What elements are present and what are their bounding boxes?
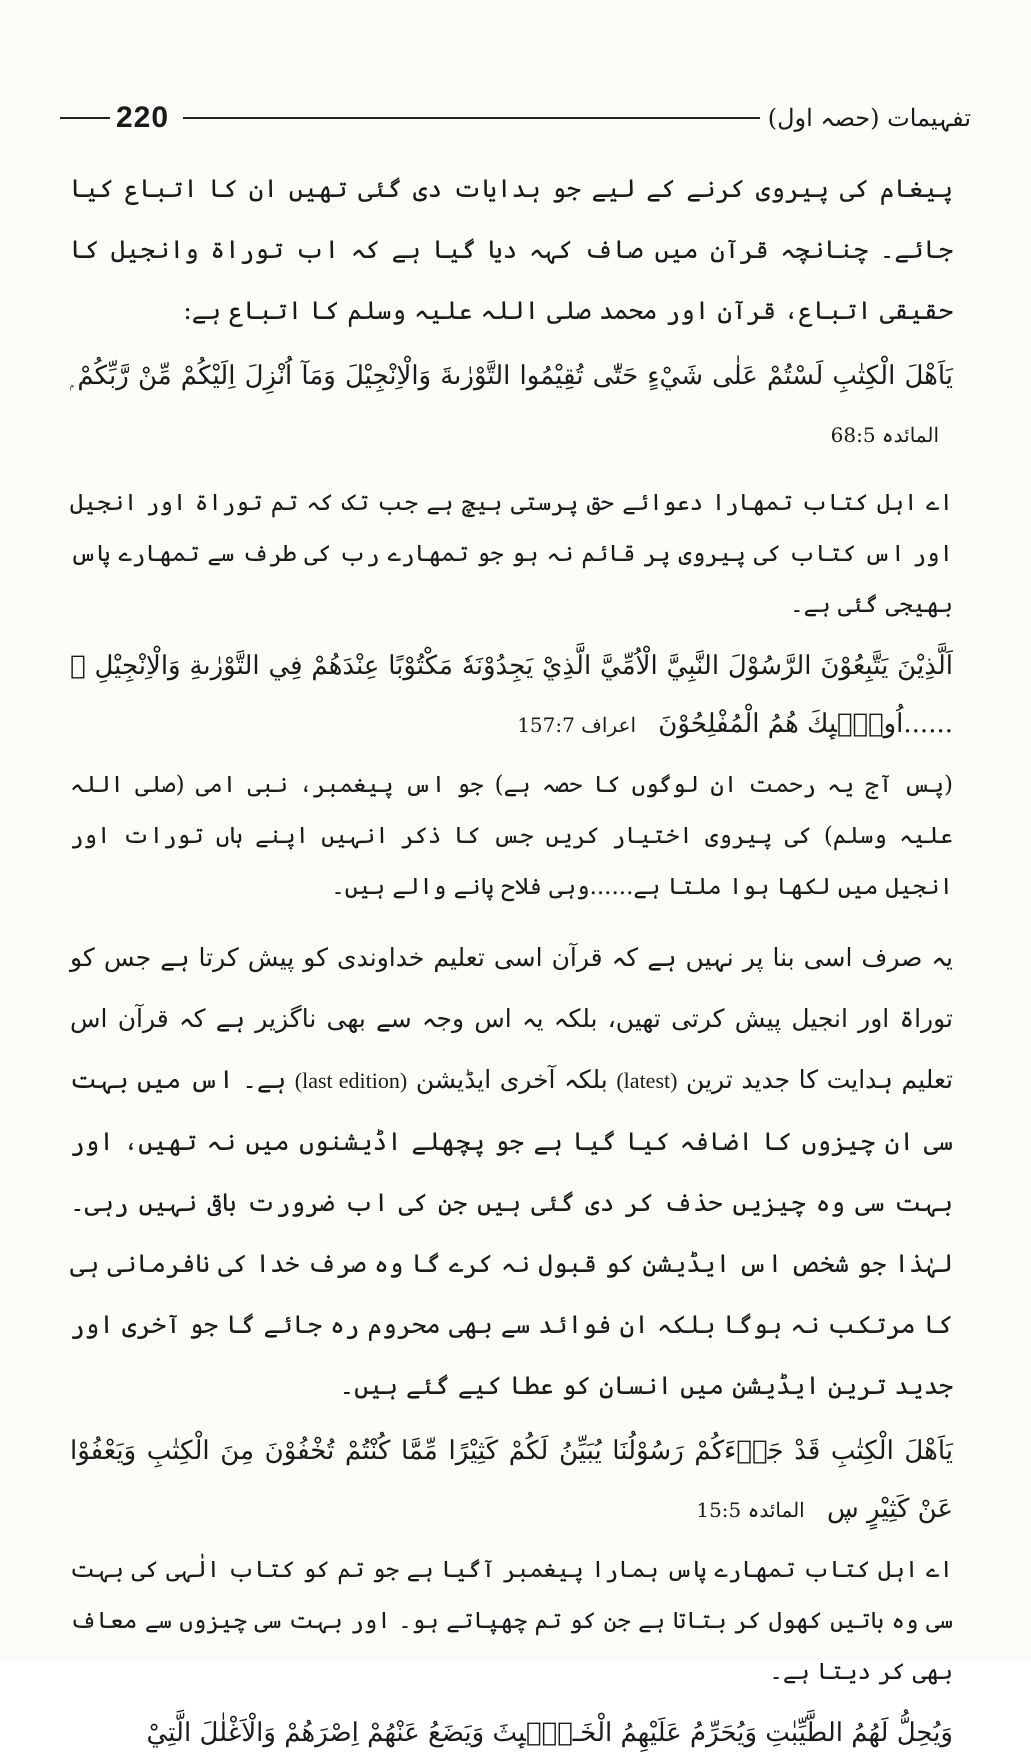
- paragraph-2-part-3: ہے۔ اس میں بہت سی ان چیزوں کا اضافہ کیا گیا ہے جو پچھلے اڈیشنوں میں نہ تھیں، اور بہت سی وہ چیزیں حذف کر دی گئی ہیں جن کی اب ضرورت باقی نہیں رہی۔ لہٰذا جو شخص اس ایڈیشن کو قبول نہ کرے گا وہ صرف خدا کی نافرمانی ہی کا مرتکب نہ ہوگا بلکہ ان فوائد سے بھی محروم رہ جائے گا جو آخری اور جدید ترین ایڈیشن میں انسان کو عطا کیے گئے ہیں۔: [70, 1065, 953, 1400]
- term-last-edition: (last edition): [294, 1068, 408, 1093]
- verse-1-text: يَاَهْلَ الْكِتٰبِ لَسْتُمْ عَلٰى شَيْءٍ حَتّٰى تُقِيْمُوا التَّوْرٰىةَ وَالْاِنْجِيْلَ وَمَآ اُنْزِلَ اِلَيْكُمْ مِّنْ رَّبِّكُمْ ۭ: [70, 361, 953, 391]
- verse-3-text: يَاَهْلَ الْكِتٰبِ قَدْ جَاۗءَكُمْ رَسُوْلُنَا يُبَيِّنُ لَكُمْ كَثِيْرًا مِّمَّا كُنْتُمْ تُخْفُوْنَ مِنَ الْكِتٰبِ وَيَعْفُوْا عَنْ كَثِيْرٍ ڛ: [70, 1436, 953, 1524]
- paragraph-2: [70, 927, 953, 1416]
- page-header: [60, 98, 971, 138]
- translation-1: اے اہل کتاب تمھارا دعوائے حق پرستی ہیچ ہے جب تک کہ تم توراۃ اور انجیل اور اس کتاب کی پیروی پر قائم نہ ہو جو تمھارے رب کی طرف سے تمھارے پاس بھیجی گئی ہے۔: [70, 490, 953, 618]
- translation-3: اے اہل کتاب تمھارے پاس ہمارا پیغمبر آگیا ہے جو تم کو کتاب الٰہی کی بہت سی وہ باتیں کھول کر بتاتا ہے جن کو تم چھپاتے ہو۔ اور بہت سی چیزوں سے معاف بھی کر دیتا ہے۔: [70, 1557, 953, 1685]
- verse-2-reference: اعراف 157:7: [517, 713, 636, 737]
- book-title: تفہیمات (حصہ اول): [767, 104, 971, 132]
- translation-2: (پس آج یہ رحمت ان لوگوں کا حصہ ہے) جو اس پیغمبر، نبی امی (صلی اللہ علیہ وسلم) کی پیروی اختیار کریں جس کا ذکر انہیں اپنے ہاں تورات اور انجیل میں لکھا ہوا ملتا ہے......وہی فلاح پانے والے ہیں۔: [70, 772, 953, 900]
- header-lead-rule: [60, 117, 110, 119]
- quran-verse-1: [70, 347, 953, 464]
- page-body: [70, 158, 953, 1762]
- verse-3-reference: المائدہ 15:5: [696, 1498, 805, 1522]
- quran-verse-3: [70, 1422, 953, 1539]
- verse-1-reference: المائدہ 68:5: [830, 423, 939, 447]
- quran-verse-4: [70, 1704, 953, 1762]
- page-number: 220: [116, 101, 170, 134]
- quran-verse-2: [70, 637, 953, 754]
- verse-4-text: وَيُحِلُّ لَهُمُ الطَّيِّبٰتِ وَيُحَرِّمُ عَلَيْهِمُ الْخَـبٰۗىِٕثَ وَيَضَعُ عَنْهُمْ اِصْرَهُمْ وَالْاَغْلٰلَ الَّتِيْ: [146, 1718, 953, 1748]
- header-rule: [183, 117, 760, 119]
- paragraph-2-part-2: بلکہ آخری ایڈیشن: [415, 1065, 608, 1094]
- term-latest: (latest): [616, 1068, 678, 1093]
- paragraph-1: پیغام کی پیروی کرنے کے لیے جو ہدایات دی گئی تھیں ان کا اتباع کیا جائے۔ چنانچہ قرآن میں صاف کہہ دیا گیا ہے کہ اب توراۃ وانجیل کا حقیقی اتباع، قرآن اور محمد صلی اللہ علیہ وسلم کا اتباع ہے:: [70, 174, 953, 325]
- verse-2-text: اَلَّذِيْنَ يَتَّبِعُوْنَ الرَّسُوْلَ النَّبِيَّ الْاُمِّيَّ الَّذِيْ يَجِدُوْنَهٗ مَكْتُوْبًا عِنْدَهُمْ فِي التَّوْرٰىةِ وَالْاِنْجِيْلِ ۡ ......اُولٰۗىِٕكَ هُمُ الْمُفْلِحُوْنَ: [70, 651, 953, 739]
- paragraph-2-part-1: یہ صرف اسی بنا پر نہیں ہے کہ قرآن اسی تعلیم خداوندی کو پیش کرتا ہے جس کو توراۃ اور انجیل پیش کرتی تھیں، بلکہ یہ اس وجہ سے بھی ناگزیر ہے کہ قرآن اس تعلیم ہدایت کا جدید ترین: [70, 943, 954, 1094]
